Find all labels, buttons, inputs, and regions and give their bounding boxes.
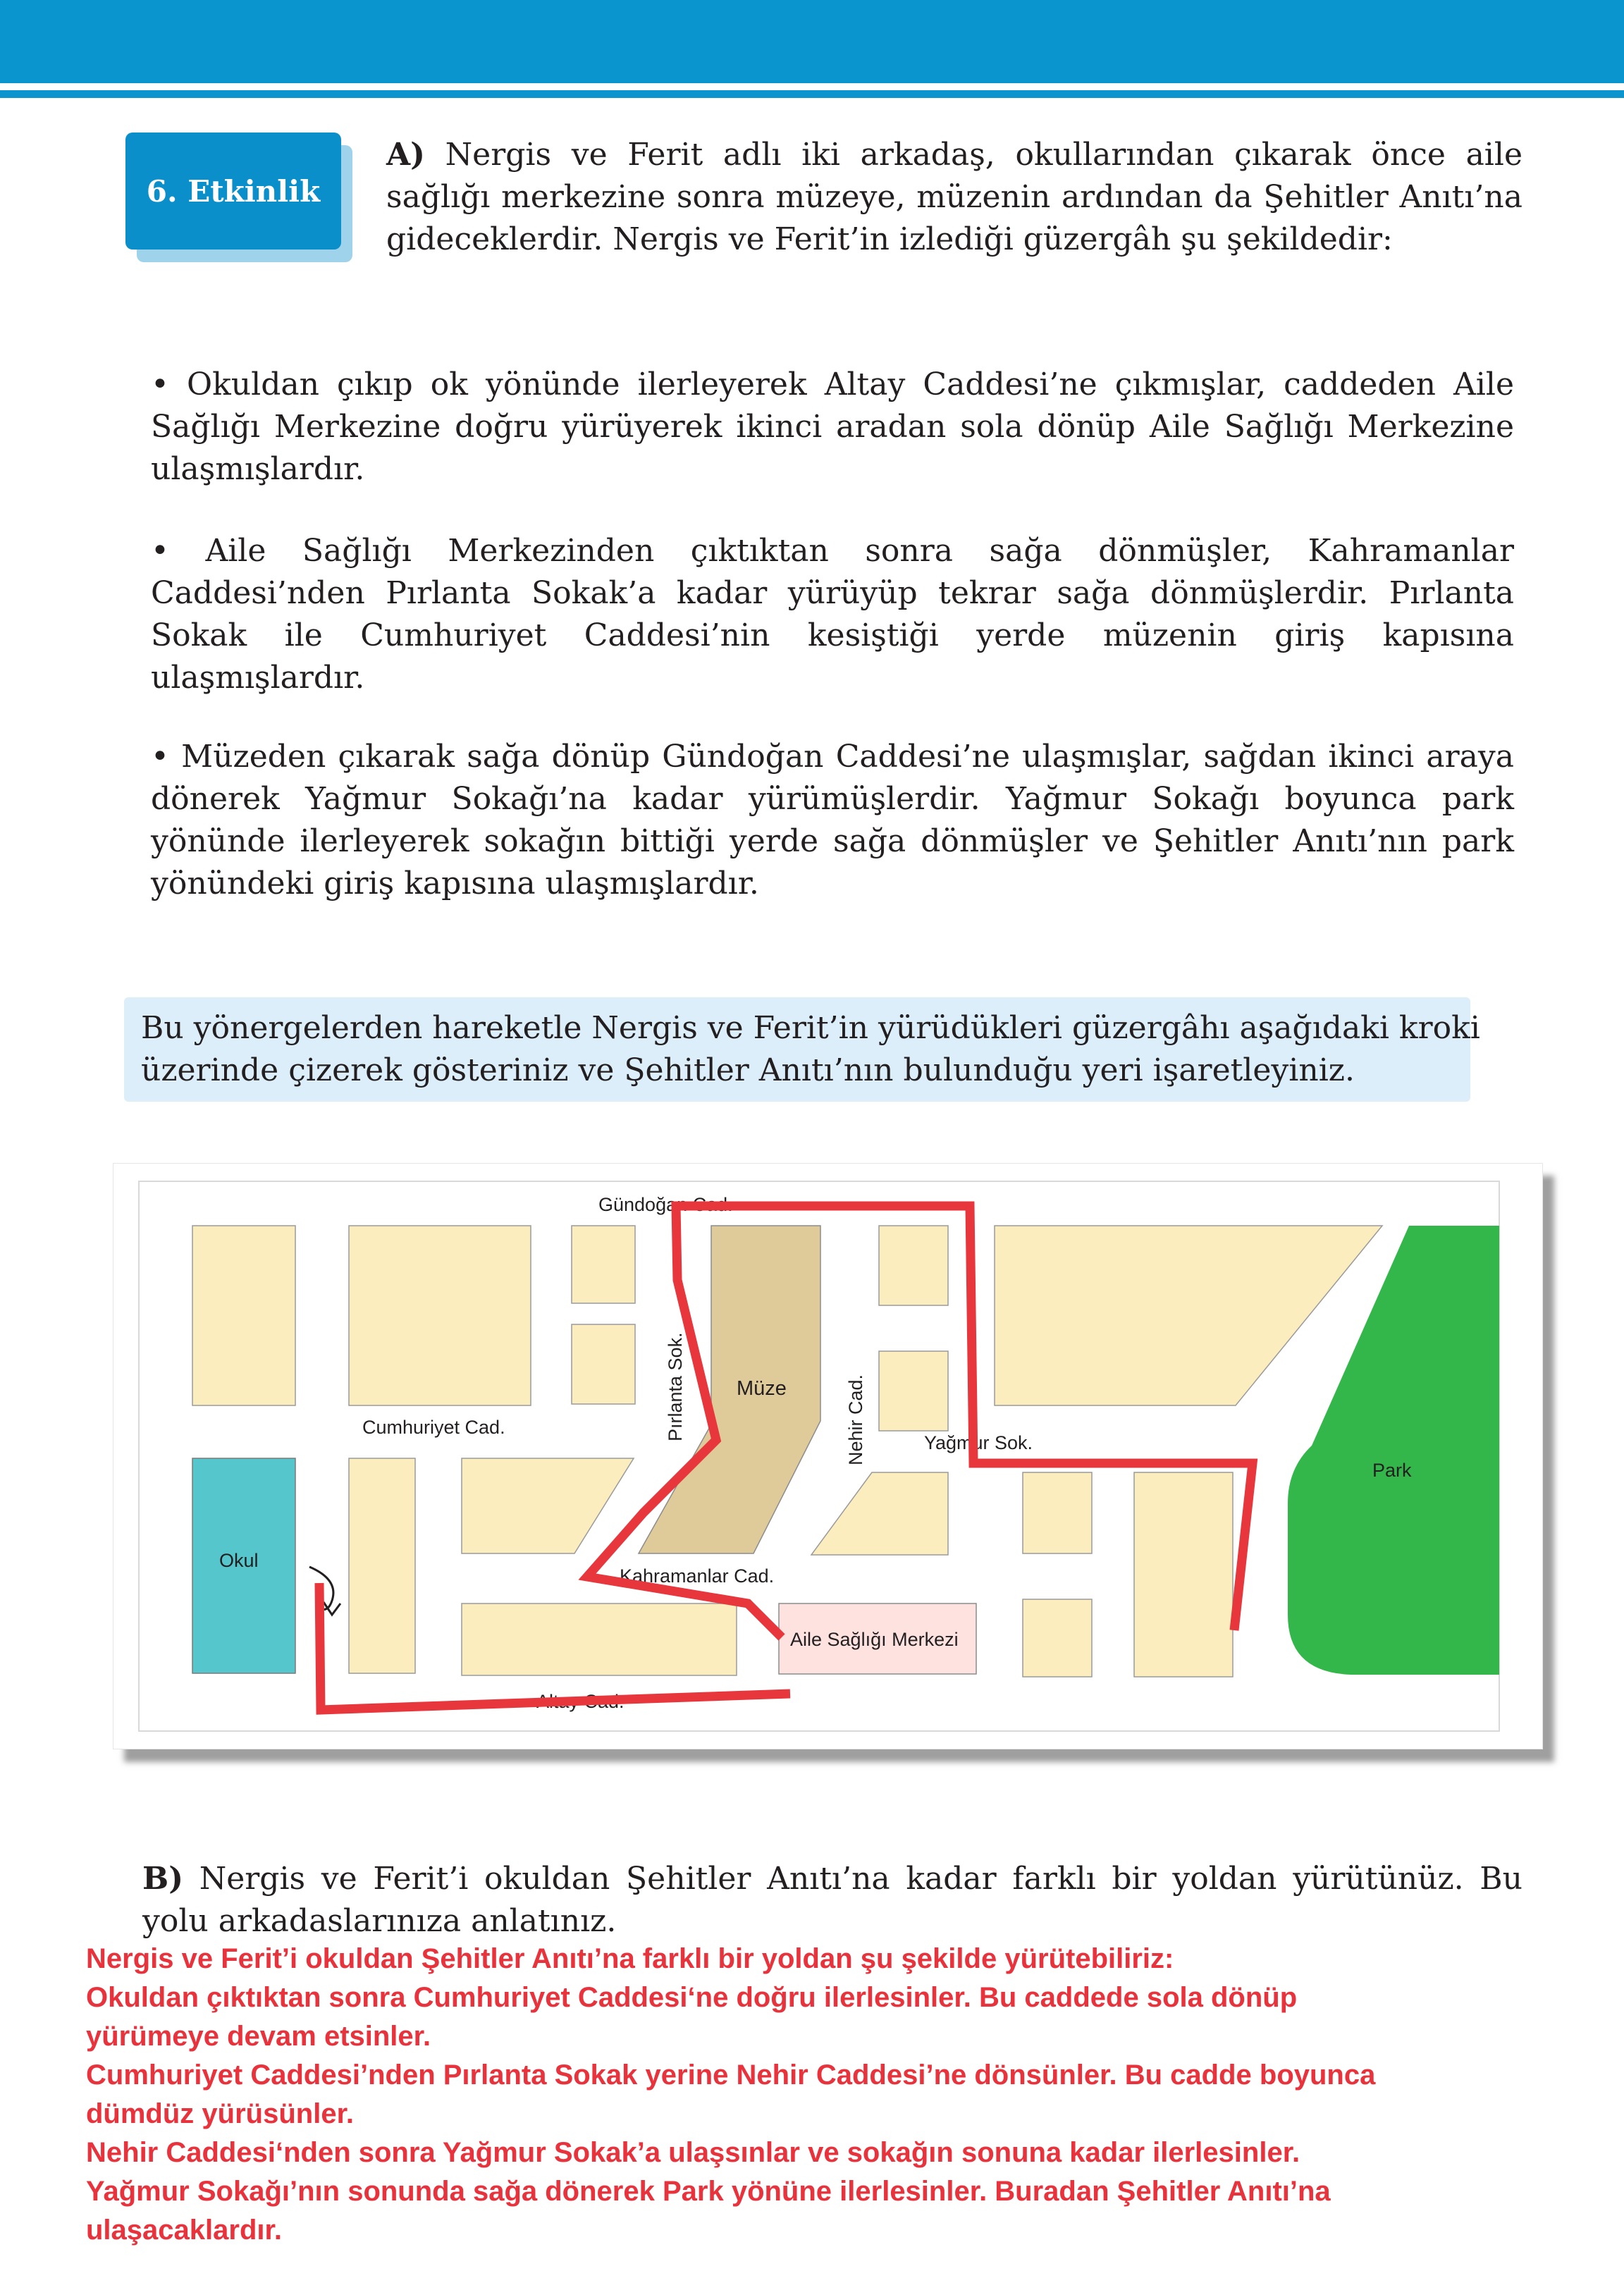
answer-line: Nergis ve Ferit’i okuldan Şehitler Anıtı’na farklı bir yoldan şu şekilde yürütebiliriz: bbox=[86, 1943, 1174, 1974]
label-yagmur: Yağmur Sok. bbox=[924, 1432, 1033, 1453]
block bbox=[462, 1603, 737, 1675]
instruction-text: Bu yönergelerden hareketle Nergis ve Ferit’in yürüdükleri güzergâhı aşağıdaki kroki üzerinde çizerek gösteriniz ve Şehitler Anıtı’nın bulunduğu yeri işaretleyiniz. bbox=[141, 1010, 1480, 1088]
intro-text: Nergis ve Ferit adlı iki arkadaş, okullarından çıkarak önce aile sağlığı merkezine sonra müzeye, müzenin ardından da Şehitler Anıtı’na gideceklerdir. Nergis ve Ferit’in izlediği güzergâh şu şekildedir: bbox=[386, 137, 1522, 257]
activity-badge bbox=[125, 133, 341, 250]
bullet-3: • Müzeden çıkarak sağa dönüp Gündoğan Caddesi’ne ulaşmışlar, sağdan ikinci araya dönerek Yağmur Sokağı’na kadar yürümüşlerdir. Yağmur Sokağı boyunca park yönünde ilerleyerek sokağın bittiği yerde sağa dönmüşler ve Şehitler Anıtı’nın park yönündeki giriş kapısına ulaşmışlardır. bbox=[151, 739, 1514, 901]
label-aile: Aile Sağlığı Merkezi bbox=[790, 1629, 959, 1650]
block bbox=[572, 1226, 635, 1303]
answer-line: yürümeye devam etsinler. bbox=[86, 2021, 431, 2052]
block bbox=[349, 1226, 531, 1405]
label-muze: Müze bbox=[737, 1377, 787, 1400]
intro-paragraph bbox=[386, 134, 1522, 261]
bullet-1: • Okuldan çıkıp ok yönünde ilerleyerek Altay Caddesi’ne çıkmışlar, caddeden Aile Sağlığı Merkezine doğru yürüyerek ikinci aradan sola dönüp Aile Sağlığı Merkezine ulaşmışlardır. bbox=[151, 367, 1514, 487]
label-nehir: Nehir Cad. bbox=[845, 1374, 866, 1465]
block bbox=[349, 1458, 415, 1673]
block bbox=[572, 1324, 635, 1404]
label-park: Park bbox=[1372, 1460, 1412, 1481]
street-map bbox=[113, 1163, 1543, 1749]
label-cumhuriyet: Cumhuriyet Cad. bbox=[362, 1417, 505, 1438]
label-okul: Okul bbox=[219, 1550, 259, 1571]
block bbox=[879, 1226, 948, 1305]
answer-line: Yağmur Sokağı’nın sonunda sağa dönerek Park yönüne ilerlesinler. Buradan Şehitler Anıtı’na bbox=[86, 2176, 1331, 2207]
map-canvas bbox=[113, 1164, 1542, 1749]
part-a-label: A) bbox=[386, 137, 425, 173]
part-b-text: Nergis ve Ferit’i okuldan Şehitler Anıtı’na kadar farklı bir yoldan yürütünüz. Bu yolu arkadaslarınıza anlatınız. bbox=[142, 1861, 1522, 1939]
answer-line: Nehir Caddesi‘nden sonra Yağmur Sokak’a ulaşsınlar ve sokağın sonuna kadar ilerlesinler. bbox=[86, 2137, 1300, 2168]
block bbox=[192, 1226, 295, 1405]
block bbox=[1023, 1472, 1092, 1553]
label-kahramanlar: Kahramanlar Cad. bbox=[620, 1565, 775, 1587]
label-gundogan: Gündoğan Cad. bbox=[598, 1194, 733, 1215]
block bbox=[1023, 1599, 1092, 1677]
label-altay: Altay Cad. bbox=[536, 1691, 625, 1712]
answer-line: Cumhuriyet Caddesi’nden Pırlanta Sokak yerine Nehir Caddesi’ne dönsünler. Bu cadde boyunca bbox=[86, 2060, 1376, 2091]
answer-block bbox=[86, 1940, 1587, 2250]
answer-line: dümdüz yürüsünler. bbox=[86, 2098, 355, 2129]
part-b-paragraph bbox=[142, 1858, 1522, 1943]
header-rule bbox=[0, 90, 1624, 98]
part-b-label: B) bbox=[142, 1861, 184, 1897]
label-pirlanta: Pırlanta Sok. bbox=[665, 1332, 686, 1441]
answer-line: ulaşacaklardır. bbox=[86, 2215, 282, 2246]
block bbox=[879, 1351, 948, 1431]
activity-badge-label: 6. Etkinlik bbox=[146, 173, 321, 209]
bullet-2: • Aile Sağlığı Merkezinden çıktıktan sonra sağa dönmüşler, Kahramanlar Caddesi’nden Pırlanta Sokak’a kadar yürüyüp tekrar sağa dönmüşlerdir. Pırlanta Sokak ile Cumhuriyet Caddesi’nin kesiştiği yerde müzenin giriş kapısına ulaşmışlardır. bbox=[151, 533, 1514, 696]
answer-line: Okuldan çıktıktan sonra Cumhuriyet Caddesi‘ne doğru ilerlesinler. Bu caddede sola dönüp bbox=[86, 1982, 1298, 2013]
block bbox=[1134, 1472, 1233, 1677]
header-bar bbox=[0, 0, 1624, 83]
